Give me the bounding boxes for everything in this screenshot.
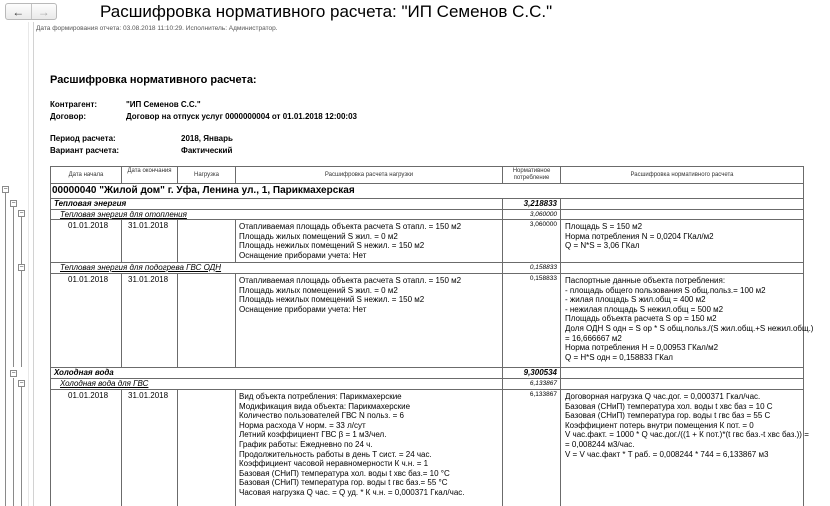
heating-norm-calc xyxy=(565,222,714,251)
heat-group-label[interactable]: Тепловая энергия xyxy=(54,199,127,208)
sheet-left-border xyxy=(33,22,34,506)
calc-line: Оснащение приборами учета: Нет xyxy=(239,250,367,260)
grid-line xyxy=(177,389,178,506)
calc-line: Норма расхода V норм. = 33 л/сут xyxy=(239,420,366,430)
calc-line: Площадь жилых помещений S жил. = 0 м2 xyxy=(239,231,398,241)
calc-line: = 16,666667 м2 xyxy=(565,333,622,343)
grid-line xyxy=(121,389,122,506)
calc-line: V = V час.факт * T раб. = 0,008244 * 744 = 6,133867 м3 xyxy=(565,449,769,459)
gvs-heat-norm-calc xyxy=(565,276,813,362)
grid-line xyxy=(50,378,804,379)
object-row[interactable]: 00000040 "Жилой дом" г. Уфа, Ленина ул., 1, Парикмахерская xyxy=(52,185,355,196)
calc-line: Площадь нежилых помещений S нежил. = 150 м2 xyxy=(239,295,425,305)
forward-button[interactable] xyxy=(31,4,57,19)
grid-line xyxy=(50,389,804,390)
cold-gvs-label[interactable]: Холодная вода для ГВС xyxy=(60,379,149,388)
heat-group-total: 3,218833 xyxy=(523,199,557,208)
heating-value: 3,060000 xyxy=(529,221,557,228)
grid-line xyxy=(235,389,236,506)
cold-gvs-start-date: 01.01.2018 xyxy=(68,391,109,400)
grid-line xyxy=(50,198,804,199)
counterparty-value[interactable]: "ИП Семенов С.С." xyxy=(126,100,201,109)
calc-line: Коэффициент потерь внутри помещения К пот. = 0 xyxy=(565,420,754,430)
navigation-buttons xyxy=(5,3,57,20)
header-start-date: Дата начала xyxy=(68,172,104,178)
grid-line xyxy=(560,198,561,506)
grid-line xyxy=(50,273,804,274)
calc-line: Базовая (СНиП) температура хол. воды t хвс баз.= 10 °С xyxy=(239,468,450,478)
contract-label: Договор: xyxy=(50,112,87,121)
group-line-cold-gvs xyxy=(21,386,22,506)
calc-line: - нежилая площадь S нежил.общ = 500 м2 xyxy=(565,304,724,314)
calc-line: Площадь жилых помещений S жил. = 0 м2 xyxy=(239,285,398,295)
collapse-cold-icon[interactable]: − xyxy=(11,370,16,377)
cold-gvs-total: 6,133867 xyxy=(529,380,557,387)
calc-line: Базовая (СНиП) температура гор. воды t гвс баз = 55 С xyxy=(565,411,771,421)
grid-line xyxy=(502,198,503,506)
period-value: 2018, Январь xyxy=(181,134,233,143)
calc-line: Базовая (СНиП) температура гор. воды t гвс баз.= 55 °С xyxy=(239,478,448,488)
collapse-object-icon[interactable]: − xyxy=(3,186,8,193)
calc-line: Q = H*S одн = 0,158833 ГКал xyxy=(565,352,673,362)
cold-gvs-value: 6,133867 xyxy=(529,391,557,398)
calc-line: Площадь нежилых помещений S нежил. = 150 м2 xyxy=(239,241,425,251)
group-line-heat xyxy=(13,207,14,367)
group-line-cold xyxy=(13,378,14,506)
gvs-heat-label[interactable]: Тепловая энергия для подогрева ГВС ОДН xyxy=(60,263,222,272)
header-norm-consumption: Нормативное потребление xyxy=(512,168,551,181)
calc-line: Продолжительность работы в день T сист. = 24 час. xyxy=(239,449,432,459)
cold-gvs-norm-calc xyxy=(565,392,809,459)
grid-line xyxy=(50,367,804,368)
counterparty-label: Контрагент: xyxy=(50,100,98,109)
calc-line: V час.факт. = 1000 * Q час.дог./((1 + К пот.)*(t гвс баз.-t хвс баз.)) = xyxy=(565,430,809,440)
calc-line: Паспортные данные объекта потребления: xyxy=(565,276,726,285)
arrow-right-icon: → xyxy=(37,4,50,19)
calc-line: Площадь объекта расчета S ор = 150 м2 xyxy=(565,314,717,324)
group-line-level1 xyxy=(5,192,6,506)
calc-line: Доля ОДН S одн = S ор * S общ.польз./(S жил.общ.+S нежил.общ.) xyxy=(565,323,814,333)
group-line-gvs xyxy=(21,271,22,367)
grid-line xyxy=(50,219,804,220)
grid-line xyxy=(121,273,122,367)
report-meta-line: Дата формирования отчета: 03.08.2018 11:10:29. Исполнитель: Администратор. xyxy=(36,25,278,32)
report-title: Расшифровка нормативного расчета: xyxy=(50,74,257,86)
cold-group-total: 9,300534 xyxy=(523,368,557,377)
grid-line xyxy=(50,166,51,506)
back-button[interactable] xyxy=(6,4,31,19)
calc-line: Норма потребления H = 0,00953 ГКал/м2 xyxy=(565,343,719,353)
calc-line: - жилая площадь S жил.общ = 400 м2 xyxy=(565,295,706,305)
header-load-calc: Расшифровка расчета нагрузки xyxy=(324,172,414,178)
calc-line: Отапливаемая площадь объекта расчета S отапл. = 150 м2 xyxy=(239,222,462,231)
sheet-gutter-line xyxy=(28,22,29,506)
calc-line: Площадь S = 150 м2 xyxy=(565,222,643,231)
grid-line xyxy=(235,219,236,262)
toolbar xyxy=(0,0,830,24)
period-label: Период расчета: xyxy=(50,134,116,143)
contract-value[interactable]: Договор на отпуск услуг 0000000004 от 01.01.2018 12:00:03 xyxy=(126,112,357,121)
calc-line: = 0,008244 м3/час. xyxy=(565,439,635,449)
calc-line: Часовая нагрузка Q час. = Q уд. * К ч.н. = 0,000371 Гкал/час. xyxy=(239,487,465,497)
collapse-cold-gvs-icon[interactable]: − xyxy=(19,380,24,387)
heating-total: 3,060000 xyxy=(529,211,557,218)
group-line-heating xyxy=(21,214,22,264)
gvs-heat-load-calc xyxy=(239,276,461,314)
arrow-left-icon: ← xyxy=(12,4,25,19)
heating-end-date: 31.01.2018 xyxy=(128,221,169,230)
header-load: Нагрузка xyxy=(194,172,219,178)
calc-line: Модификация вида объекта: Парикмахерские xyxy=(239,401,411,411)
heating-load-calc xyxy=(239,222,461,260)
calc-line: Летний коэффициент ГВС β = 1 м3/чел. xyxy=(239,430,387,440)
collapse-heat-icon[interactable]: − xyxy=(11,200,16,207)
calc-line: - площадь общего пользования S общ.польз.= 100 м2 xyxy=(565,285,766,295)
header-norm-calc: Расшифровка нормативного расчета xyxy=(630,172,734,178)
calc-line: Коэффициент часовой неравномерности К ч.н. = 1 xyxy=(239,459,429,469)
calc-line: Базовая (СНиП) температура хол. воды t хвс баз = 10 С xyxy=(565,401,773,411)
gvs-heat-start-date: 01.01.2018 xyxy=(68,275,109,284)
variant-value: Фактический xyxy=(181,146,233,155)
heating-label[interactable]: Тепловая энергия для отопления xyxy=(60,210,187,219)
calc-line: Количество пользователей ГВС N польз. = 6 xyxy=(239,411,404,421)
heating-start-date: 01.01.2018 xyxy=(68,221,109,230)
calc-line: Оснащение приборами учета: Нет xyxy=(239,304,367,314)
grid-line xyxy=(177,219,178,262)
grid-line xyxy=(121,219,122,262)
grid-line xyxy=(177,273,178,367)
cold-group-label[interactable]: Холодная вода xyxy=(54,368,114,377)
cold-gvs-end-date: 31.01.2018 xyxy=(128,391,169,400)
gvs-heat-total: 0,158833 xyxy=(529,264,557,271)
header-end-date: Дата окончания xyxy=(127,168,172,174)
collapse-gvs-icon[interactable]: − xyxy=(19,264,24,271)
variant-label: Вариант расчета: xyxy=(50,146,120,155)
calc-line: Вид объекта потребления: Парикмахерские xyxy=(239,392,402,401)
window-title: Расшифровка нормативного расчета: "ИП Семенов С.С." xyxy=(100,2,553,21)
calc-line: Q = N*S = 3,06 ГКал xyxy=(565,241,640,251)
grid-line xyxy=(235,273,236,367)
cold-gvs-load-calc xyxy=(239,392,464,498)
grid-line xyxy=(50,183,804,184)
calc-line: Норма потребления N = 0,0204 ГКал/м2 xyxy=(565,231,714,241)
calc-line: График работы: Ежедневно по 24 ч. xyxy=(239,439,373,449)
grid-line xyxy=(50,166,804,167)
gvs-heat-end-date: 31.01.2018 xyxy=(128,275,169,284)
calc-line: Договорная нагрузка Q час.дог. = 0,000371 Гкал/час. xyxy=(565,392,761,401)
collapse-heating-icon[interactable]: − xyxy=(19,210,24,217)
gvs-heat-value: 0,158833 xyxy=(529,275,557,282)
calc-line: Отапливаемая площадь объекта расчета S отапл. = 150 м2 xyxy=(239,276,462,285)
